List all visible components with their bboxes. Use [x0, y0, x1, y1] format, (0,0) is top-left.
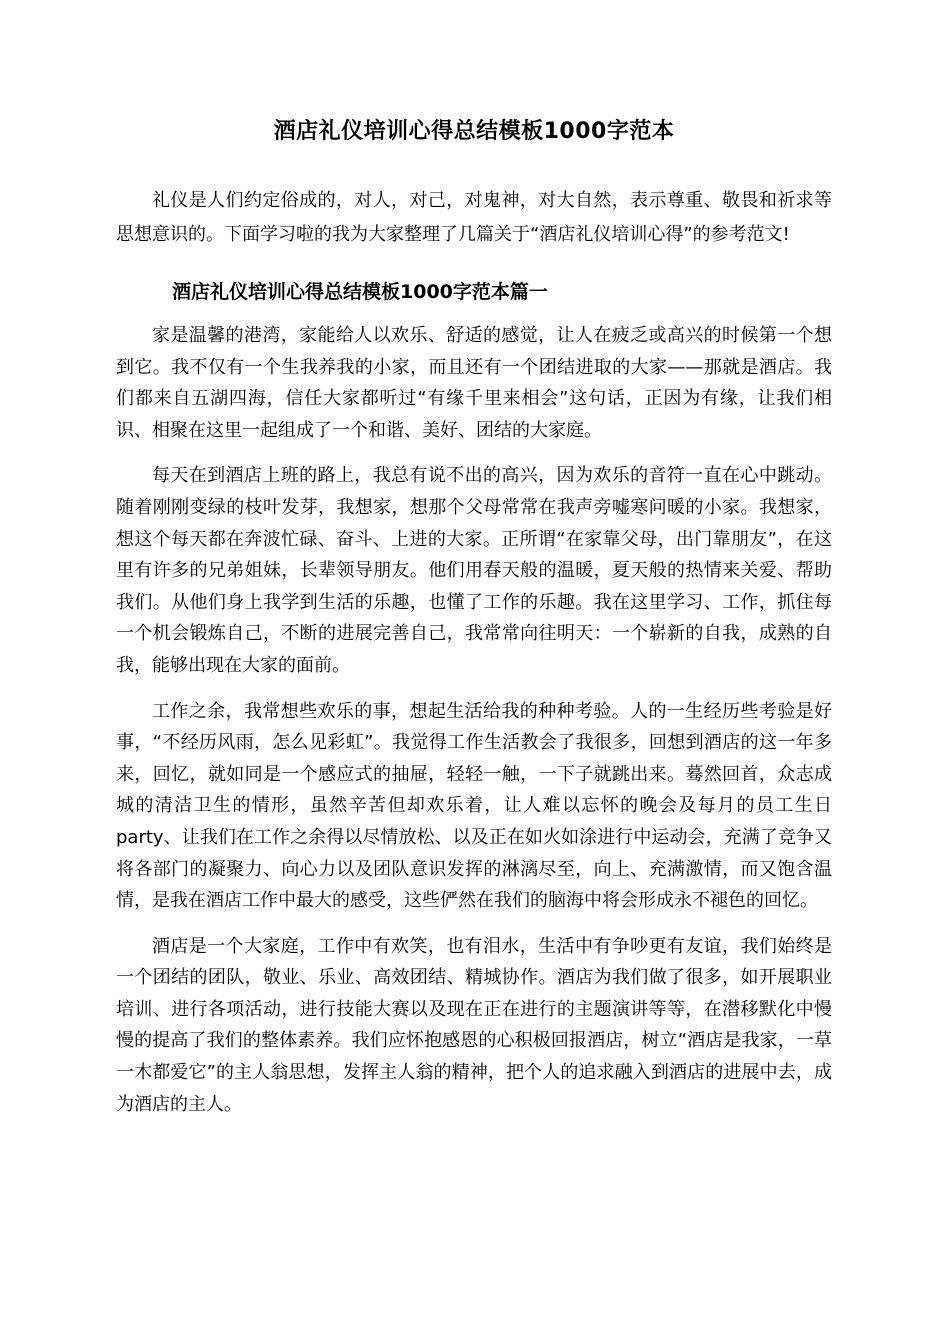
intro-paragraph: 礼仪是人们约定俗成的，对人，对己，对鬼神，对大自然，表示尊重、敬畏和祈求等思想意识的。下面学习啦的我为大家整理了几篇关于“酒店礼仪培训心得”的参考范文! [116, 190, 832, 245]
body-paragraph-3: 工作之余，我常想些欢乐的事，想起生活给我的种种考验。人的一生经历些考验是好事，“不经历风雨，怎么见彩虹”。我觉得工作生活教会了我很多，回想到酒店的这一年多来，回忆，就如同是一个感应式的抽屉，轻轻一触，一下子就跳出来。蓦然回首，众志成城的清洁卫生的情形，虽然辛苦但却欢乐着，让人难以忘怀的晚会及每月的员工生日party、让我们在工作之余得以尽情放松、以及正在如火如涂进行中运动会，充满了竞争又将各部门的凝聚力、向心力以及团队意识发挥的淋漓尽至，向上、充满激情，而又饱含温情，是我在酒店工作中最大的感受，这些俨然在我们的脑海中将会形成永不褪色的回忆。 [116, 700, 832, 912]
body-paragraph-1: 家是温馨的港湾，家能给人以欢乐、舒适的感觉，让人在疲乏或高兴的时候第一个想到它。我不仅有一个生我养我的小家，而且还有一个团结进取的大家——那就是酒店。我们都来自五湖四海，信任大家都听过“有缘千里来相会”这句话，正因为有缘，让我们相识、相聚在这里一起组成了一个和谐、美好、团结的大家庭。 [116, 325, 832, 441]
document-title: 酒店礼仪培训心得总结模板1000字范本 [273, 119, 675, 144]
body-paragraph-4: 酒店是一个大家庭，工作中有欢笑，也有泪水，生活中有争吵更有友谊，我们始终是一个团结的团队，敬业、乐业、高效团结、精城协作。酒店为我们做了很多，如开展职业培训、进行各项活动，进行技能大赛以及现在正在进行的主题演讲等等，在潜移默化中慢慢的提高了我们的整体素养。我们应怀抱感恩的心积极回报酒店，树立“酒店是我家，一草一木都爱它”的主人翁思想，发挥主人翁的精神，把个人的追求融入到酒店的进展中去，成为酒店的主人。 [116, 935, 832, 1115]
section-title: 酒店礼仪培训心得总结模板1000字范本篇一 [172, 281, 548, 303]
body-paragraph-2: 每天在到酒店上班的路上，我总有说不出的高兴，因为欢乐的音符一直在心中跳动。随着刚刚变绿的枝叶发芽，我想家，想那个父母常常在我声旁嘘寒问暖的小家。我想家，想这个每天都在奔波忙碌、奋斗、上进的大家。正所谓“在家靠父母，出门靠朋友”，在这里有许多的兄弟姐妹，长辈领导朋友。他们用春天般的温暖，夏天般的热情来关爱、帮助我们。从他们身上我学到生活的乐趣，也懂了工作的乐趣。我在这里学习、工作，抓住每一个机会锻炼自己，不断的进展完善自己，我常常向往明天：一个崭新的自我，成熟的自我，能够出现在大家的面前。 [116, 465, 832, 676]
